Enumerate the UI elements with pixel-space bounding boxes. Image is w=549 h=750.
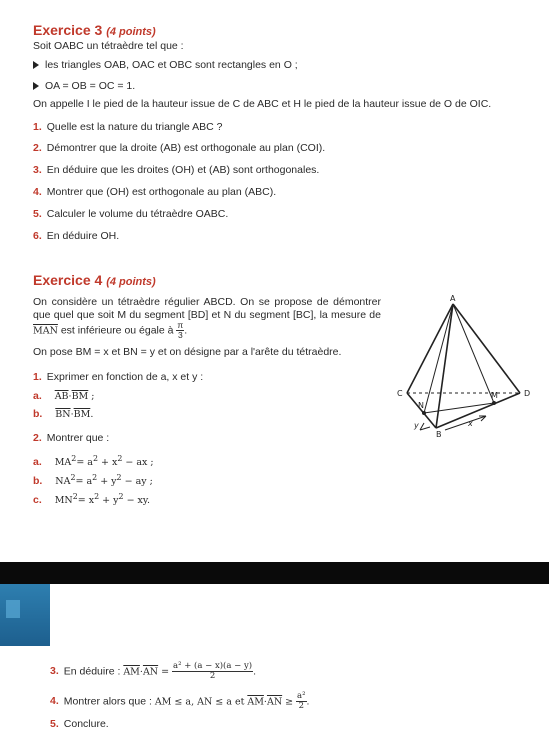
edge-bd: [436, 393, 520, 428]
label-b: B: [436, 430, 442, 439]
ex3-definition: On appelle I le pied de la hauteur issue de C de ABC et H le pied de la hauteur issue de O de OIC.: [33, 98, 492, 110]
ex3-intro: Soit OABC un tétraèdre tel que :: [33, 40, 184, 52]
segment-am: [453, 304, 494, 403]
edge-ad: [453, 304, 520, 393]
ex3-bullet-1: les triangles OAB, OAC et OBC sont rectangles en O ;: [33, 59, 298, 72]
arrow-x: [445, 416, 486, 430]
ex4-question-3: 3. En déduire : $\overline{AM}\cdot\overline{AN}$ = $\frac{\text{a² + (a − x)(a − y)}}{2}$ .: [50, 661, 257, 681]
ex3-question-2: 2. Démontrer que la droite (AB) est orthogonale au plan (COI).: [33, 142, 326, 154]
ex4-question-1b: b. $\overline{BN}\cdot\overline{BM}$.: [33, 408, 94, 420]
ex4-setup: On pose BM = x et BN = y et on désigne par a l'arête du tétraèdre.: [33, 346, 342, 358]
point-n: [422, 411, 426, 415]
ex4-question-4: 4. Montrer alors que : AM ≤ a, AN ≤ a et $\overline{AM}\cdot\overline{AN}$ ≥ $\frac{\text{a²}}{2}$ .: [50, 691, 310, 711]
black-band: [0, 562, 549, 584]
arrow-y: [420, 423, 430, 430]
tetrahedron-figure: [390, 292, 540, 442]
exercise-4-title: Exercice 4 (4 points): [33, 272, 156, 288]
label-d: D: [524, 389, 531, 398]
segment-an: [424, 304, 453, 413]
label-a: A: [450, 294, 456, 303]
label-n: N: [418, 401, 424, 410]
ex3-question-5: 5. Calculer le volume du tétraèdre OABC.: [33, 208, 229, 220]
label-m: M: [491, 391, 498, 400]
label-y: y: [414, 421, 419, 430]
ex3-question-1: 1. Quelle est la nature du triangle ABC ?: [33, 121, 223, 133]
q4-fraction: $\frac{\text{a²}}{2}$: [297, 691, 306, 711]
ex3-question-4: 4. Montrer que (OH) est orthogonale au plan (ABC).: [33, 186, 277, 198]
q3-fraction: $\frac{\text{a² + (a − x)(a − y)}}{2}$: [173, 661, 253, 681]
ex3-question-6: 6. En déduire OH.: [33, 230, 120, 242]
triangle-bullet-icon: [33, 82, 39, 90]
label-x: x: [468, 419, 473, 428]
triangle-bullet-icon: [33, 61, 39, 69]
pi-over-3: $\frac{\pi}{3}$: [177, 320, 184, 340]
ex4-question-1a: a. $\overline{AB}\cdot\overline{BM}$ ;: [33, 390, 95, 402]
point-m: [492, 401, 496, 405]
angle-man: $\overline{MAN}$: [33, 325, 58, 337]
ex4-question-2c: c. $MN^2= x^2 + y^2$ − xy.: [33, 492, 151, 507]
blue-page-fragment-inner: [6, 600, 20, 618]
ex4-intro: On considère un tétraèdre régulier ABCD. On se propose de démontrer que quel que soit M du segment [BD] et N du segment [BC], la mesure de $\overline{MAN}$ est inférieure ou égale à $\frac{\pi}{3}$ .: [33, 296, 381, 340]
exercise-3-title: Exercice 3 (4 points): [33, 22, 156, 38]
label-c: C: [397, 389, 403, 398]
ex4-question-1: 1. Exprimer en fonction de a, x et y :: [33, 371, 204, 383]
ex3-bullet-2: OA = OB = OC = 1.: [33, 80, 135, 93]
ex4-question-5: 5. Conclure.: [50, 718, 109, 730]
ex4-question-2a: a. $MA^2= a^2 + x^2$ − ax ;: [33, 454, 154, 469]
ex3-question-3: 3. En déduire que les droites (OH) et (AB) sont orthogonales.: [33, 164, 320, 176]
ex4-question-2b: b. $NA^2= a^2 + y^2$ − ay ;: [33, 473, 153, 488]
ex4-question-2: 2. Montrer que :: [33, 432, 110, 444]
edge-cb: [407, 393, 436, 428]
